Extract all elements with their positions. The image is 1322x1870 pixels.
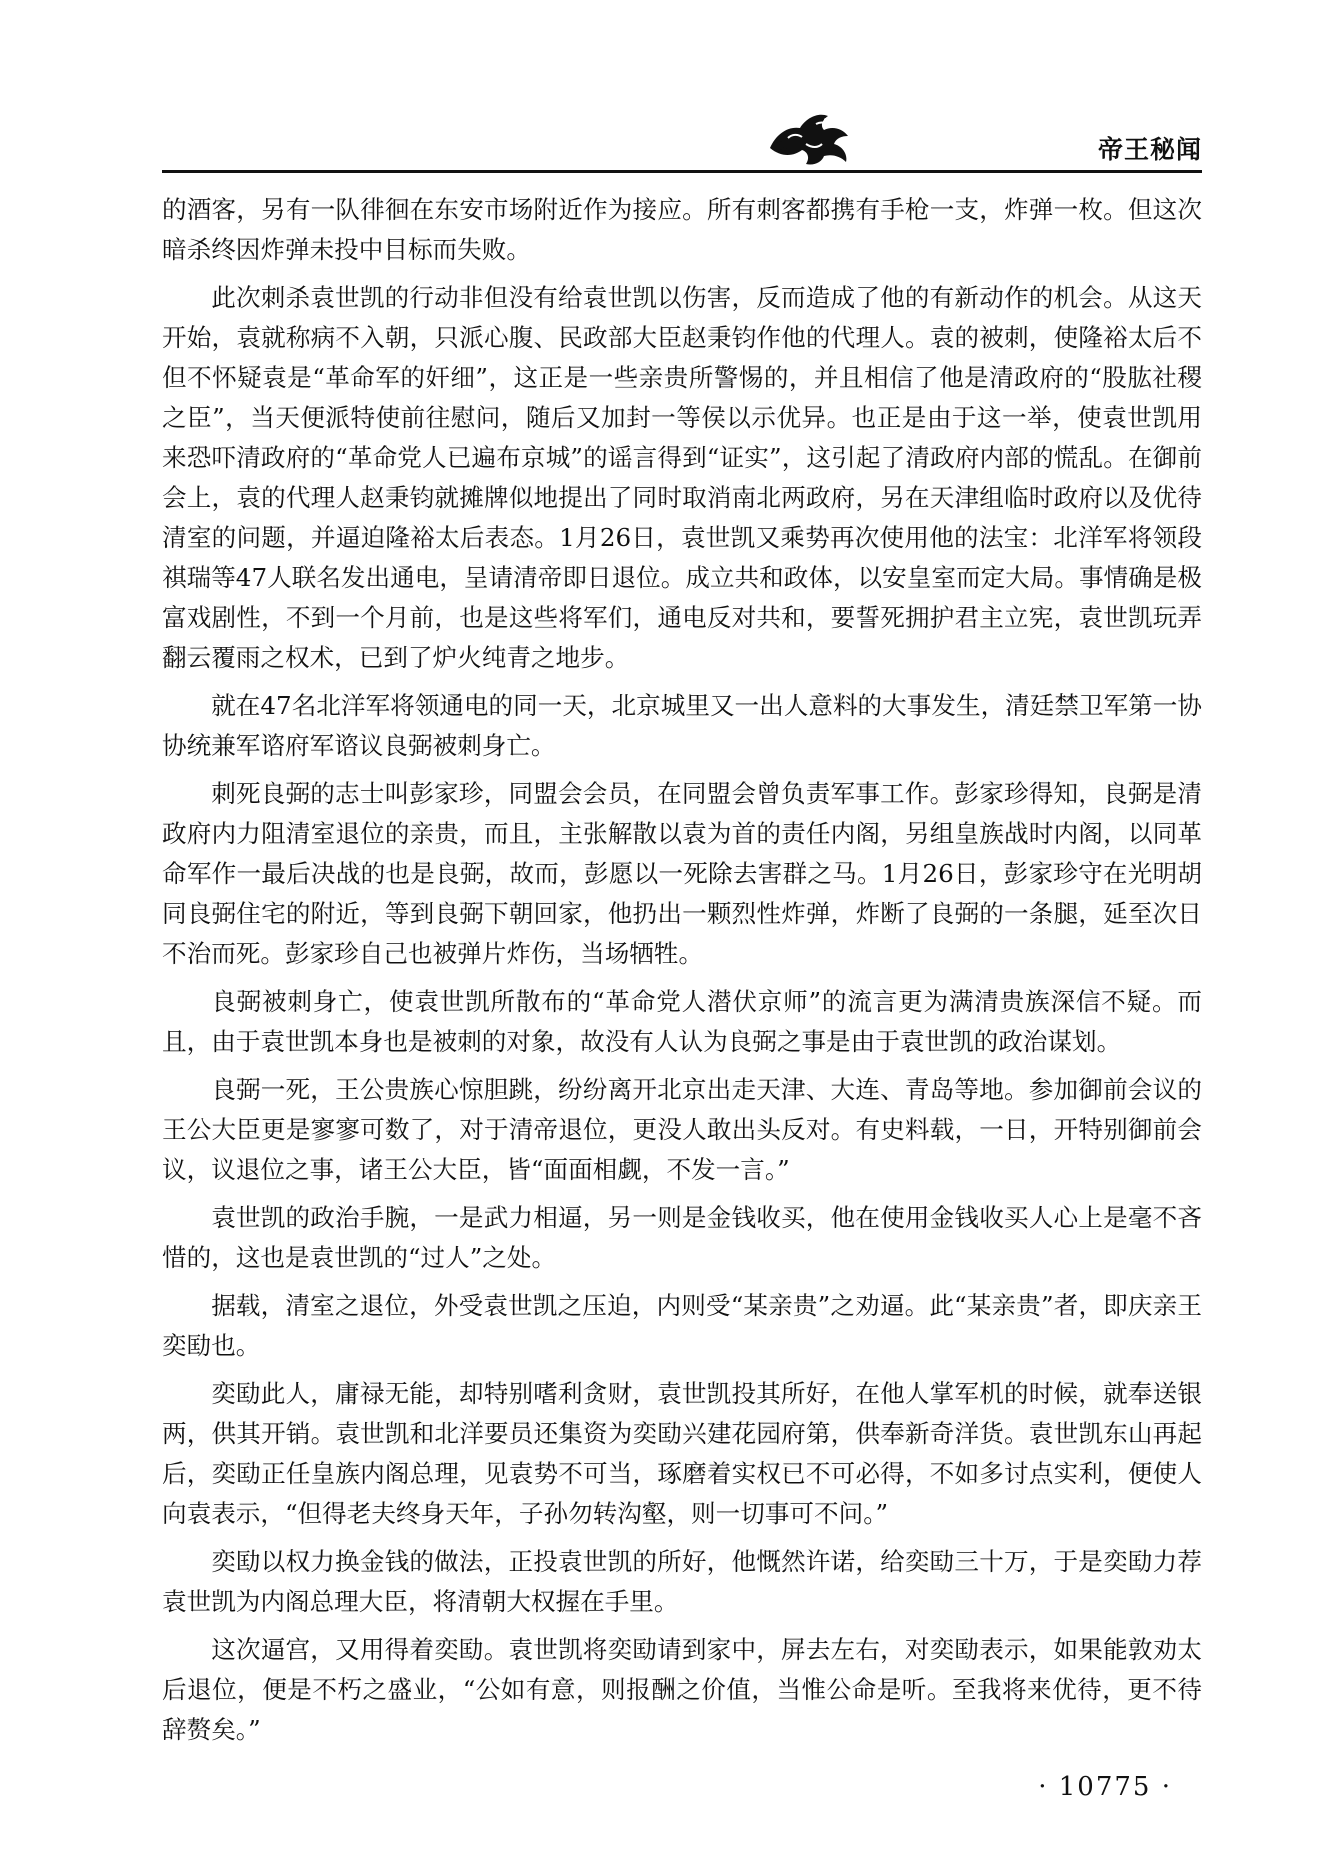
running-header (162, 108, 1202, 173)
page-number: · 10775 · (1038, 1772, 1172, 1802)
paragraph: 奕劻此人，庸禄无能，却特别嗜利贪财，袁世凯投其所好，在他人掌军机的时候，就奉送银两，供其开销。袁世凯和北洋要员还集资为奕劻兴建花园府第，供奉新奇洋货。袁世凯东山再起后，奕劻正任皇族内阁总理，见袁势不可当，琢磨着实权已不可必得，不如多讨点实利，便使人向袁表示，“但得老夫终身天年，子孙勿转沟壑，则一切事可不问。” (162, 1379, 1202, 1528)
paragraph: 就在47名北洋军将领通电的同一天，北京城里又一出人意料的大事发生，清廷禁卫军第一协协统兼军谘府军谘议良弼被刺身亡。 (162, 691, 1202, 760)
dragon-emblem-icon (762, 104, 862, 170)
paragraph: 刺死良弼的志士叫彭家珍，同盟会会员，在同盟会曾负责军事工作。彭家珍得知，良弼是清政府内力阻清室退位的亲贵，而且，主张解散以袁为首的责任内阁，另组皇族战时内阁，以同革命军作一最后决战的也是良弼，故而，彭愿以一死除去害群之马。1月26日，彭家珍守在光明胡同良弼住宅的附近，等到良弼下朝回家，他扔出一颗烈性炸弹，炸断了良弼的一条腿，延至次日不治而死。彭家珍自己也被弹片炸伤，当场牺牲。 (162, 779, 1202, 968)
paragraph: 袁世凯的政治手腕，一是武力相逼，另一则是金钱收买，他在使用金钱收买人心上是毫不吝惜的，这也是袁世凯的“过人”之处。 (162, 1203, 1202, 1272)
paragraph: 奕劻以权力换金钱的做法，正投袁世凯的所好，他慨然许诺，给奕劻三十万，于是奕劻力荐袁世凯为内阁总理大臣，将清朝大权握在手里。 (162, 1547, 1202, 1616)
paragraph: 据载，清室之退位，外受袁世凯之压迫，内则受“某亲贵”之劝逼。此“某亲贵”者，即庆亲王奕劻也。 (162, 1291, 1202, 1360)
book-title: 帝王秘闻 (1097, 135, 1202, 164)
article-body (162, 190, 1202, 1758)
paragraph: 良弼一死，王公贵族心惊胆跳，纷纷离开北京出走天津、大连、青岛等地。参加御前会议的王公大臣更是寥寥可数了，对于清帝退位，更没人敢出头反对。有史料载，一日，开特别御前会议，议退位之事，诸王公大臣，皆“面面相觑，不发一言。” (162, 1075, 1202, 1184)
paragraph: 这次逼宫，又用得着奕劻。袁世凯将奕劻请到家中，屏去左右，对奕劻表示，如果能敦劝太后退位，便是不朽之盛业，“公如有意，则报酬之价值，当惟公命是听。至我将来优待，更不待辞赘矣。” (162, 1635, 1202, 1744)
paragraph: 此次刺杀袁世凯的行动非但没有给袁世凯以伤害，反而造成了他的有新动作的机会。从这天开始，袁就称病不入朝，只派心腹、民政部大臣赵秉钧作他的代理人。袁的被刺，使隆裕太后不但不怀疑袁是“革命军的奸细”，这正是一些亲贵所警惕的，并且相信了他是清政府的“股肱社稷之臣”，当天便派特使前往慰问，随后又加封一等侯以示优异。也正是由于这一举，使袁世凯用来恐吓清政府的“革命党人已遍布京城”的谣言得到“证实”，这引起了清政府内部的慌乱。在御前会上，袁的代理人赵秉钧就摊牌似地提出了同时取消南北两政府，另在天津组临时政府以及优待清室的问题，并逼迫隆裕太后表态。1月26日，袁世凯又乘势再次使用他的法宝：北洋军将领段祺瑞等47人联名发出通电，呈请清帝即日退位。成立共和政体，以安皇室而定大局。事情确是极富戏剧性，不到一个月前，也是这些将军们，通电反对共和，要誓死拥护君主立宪，袁世凯玩弄翻云覆雨之权术，已到了炉火纯青之地步。 (162, 283, 1202, 672)
paragraph: 的酒客，另有一队徘徊在东安市场附近作为接应。所有刺客都携有手枪一支，炸弹一枚。但这次暗杀终因炸弹未投中目标而失败。 (162, 195, 1202, 264)
paragraph: 良弼被刺身亡，使袁世凯所散布的“革命党人潜伏京师”的流言更为满清贵族深信不疑。而且，由于袁世凯本身也是被刺的对象，故没有人认为良弼之事是由于袁世凯的政治谋划。 (162, 987, 1202, 1056)
